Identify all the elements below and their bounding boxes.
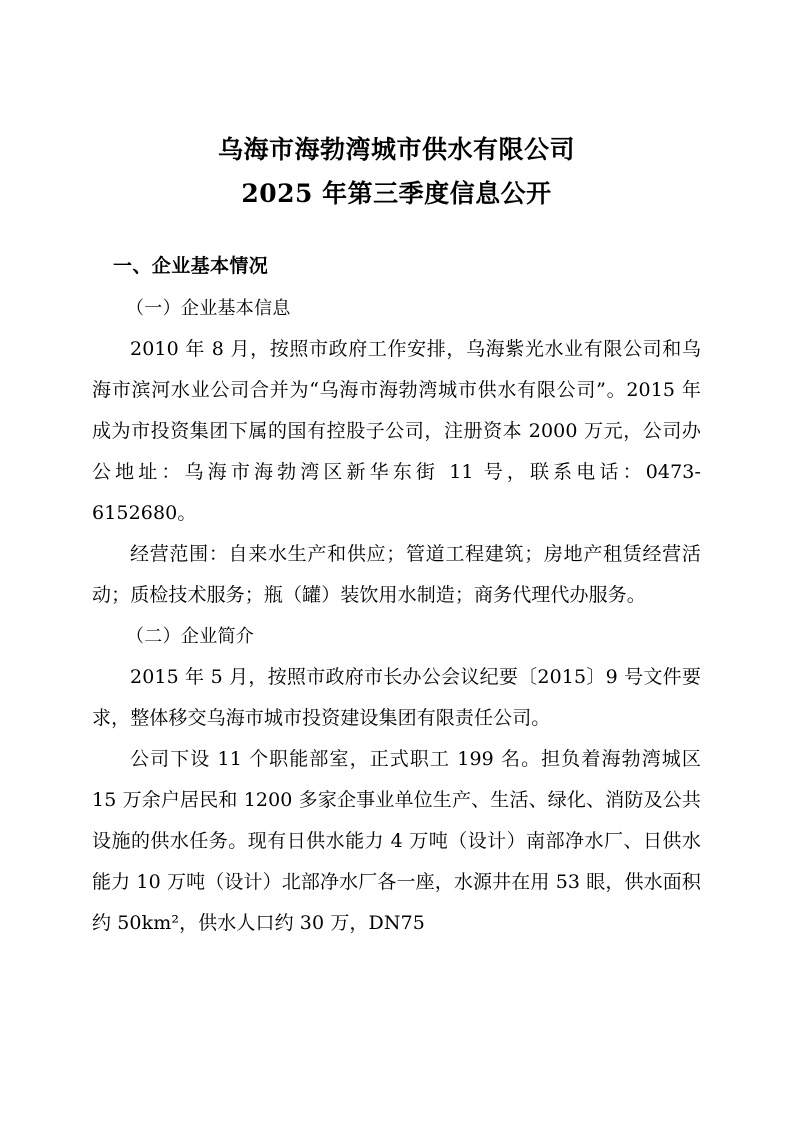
paragraph-transfer-notice: 2015 年 5 月，按照市政府市长办公会议纪要〔2015〕9 号文件要求，整体移交乌海市城市投资建设集团有限责任公司。 [92, 666, 701, 729]
title-spacer [92, 220, 701, 246]
section-heading-company-basics: 一、企业基本情况 [113, 255, 269, 277]
sub-heading-basic-info: （一）企业基本信息 [126, 298, 291, 319]
sub-heading-company-profile: （二）企业简介 [126, 626, 255, 647]
paragraph-company-history: 2010 年 8 月，按照市政府工作安排，乌海紫光水业有限公司和乌海市滨河水业公司合并为“乌海市海勃湾城市供水有限公司”。2015 年成为市投资集团下属的国有控股子公司，注册资本 2000 万元，公司办公地址：乌海市海勃湾区新华东街 11 号，联系电话：0473-6152680。 [92, 338, 701, 524]
page-title-line-1: 乌海市海勃湾城市供水有限公司 [217, 135, 575, 164]
paragraph-business-scope: 经营范围：自来水生产和供应；管道工程建筑；房地产租赁经营活动；质检技术服务；瓶（罐）装饮用水制造；商务代理代办服务。 [92, 543, 701, 606]
page-title-line-2: 2025 年第三季度信息公开 [241, 179, 552, 208]
page-title [92, 128, 701, 216]
paragraph-company-scale: 公司下设 11 个职能部室，正式职工 199 名。担负着海勃湾城区 15 万余户居民和 1200 多家企事业单位生产、生活、绿化、消防及公共设施的供水任务。现有日供水能力 4 万吨（设计）南部净水厂、日供水能力 10 万吨（设计）北部净水厂各一座，水源井在用 53 眼，供水面积约 50km²，供水人口约 30 万，DN75 [92, 748, 701, 934]
